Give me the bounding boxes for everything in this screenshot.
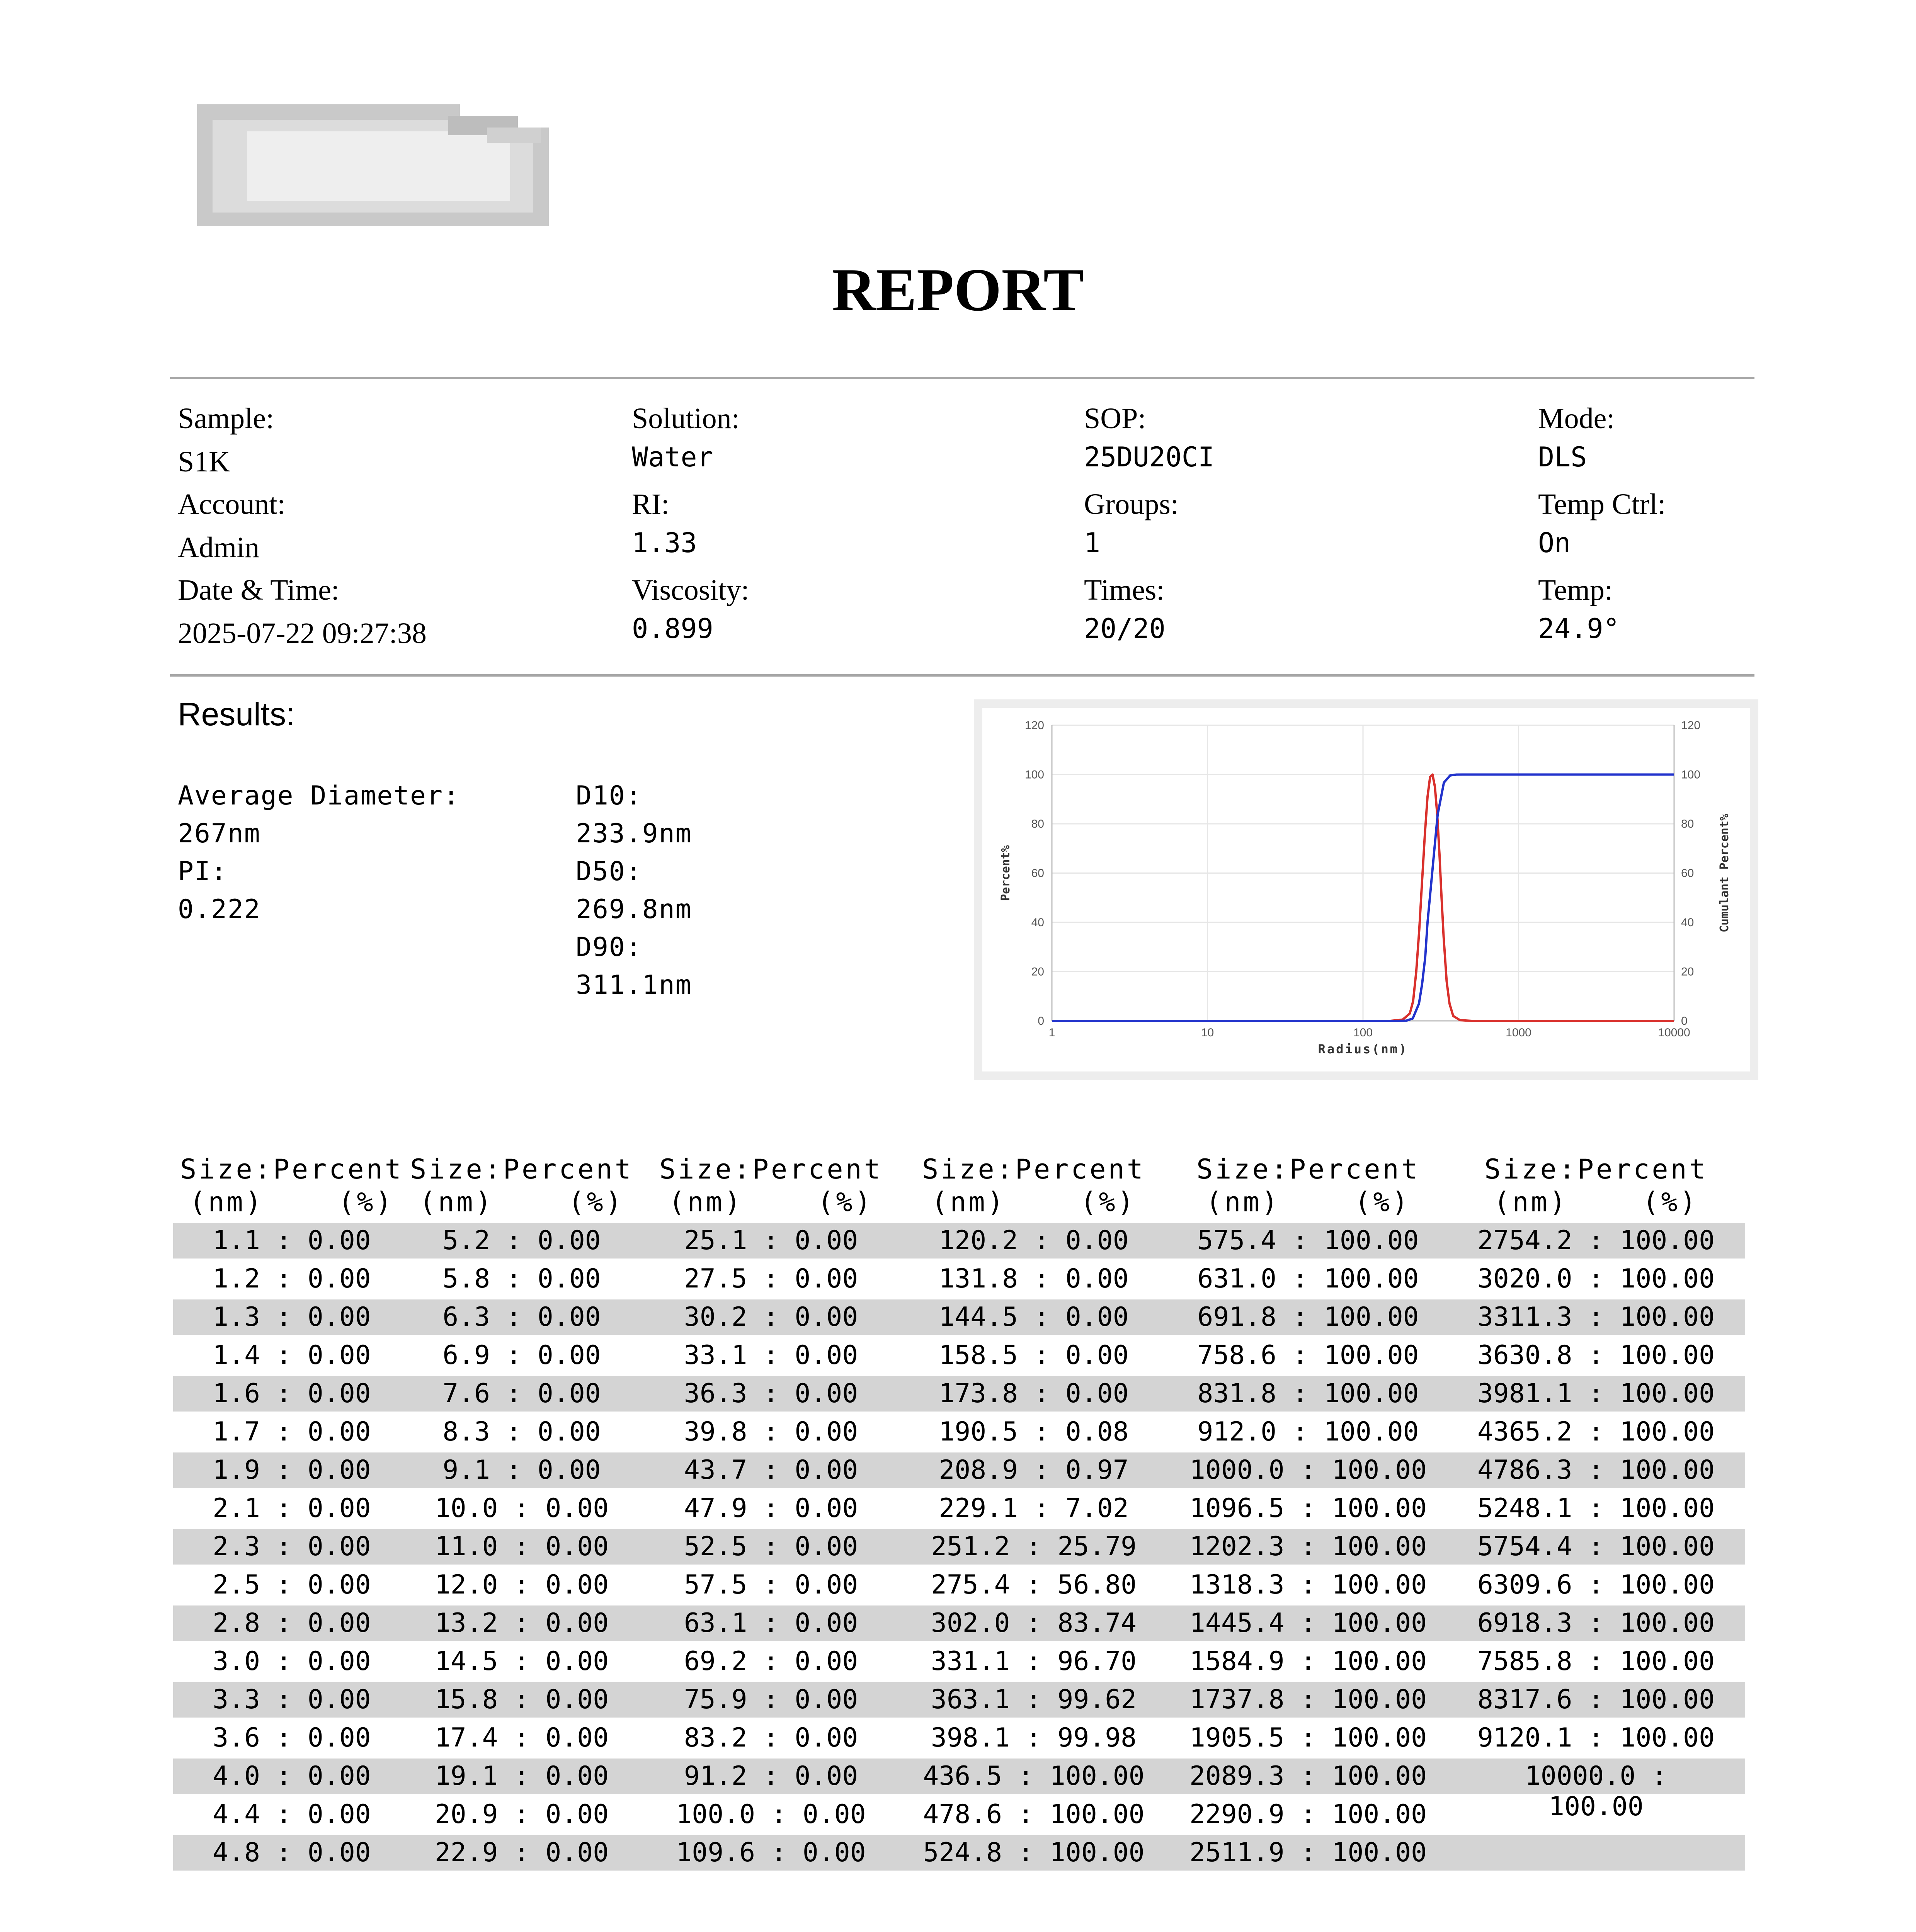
table-cell: 17.4 : 0.00 — [434, 1723, 609, 1753]
table-cell: 2.8 : 0.00 — [213, 1608, 371, 1638]
table-cell: 10000.0 : 100.00 — [1525, 1761, 1668, 1822]
y2-axis-label: Cumulant Percent% — [1718, 813, 1731, 933]
table-cell: 912.0 : 100.00 — [1197, 1417, 1419, 1447]
x-tick-label: 1000 — [1506, 1026, 1531, 1039]
table-header-units: (nm) (%) — [419, 1186, 624, 1218]
table-cell: 15.8 : 0.00 — [434, 1684, 609, 1715]
y2-tick-label: 80 — [1681, 818, 1694, 830]
table-header-units: (nm) (%) — [669, 1186, 873, 1218]
table-cell: 1000.0 : 100.00 — [1189, 1455, 1427, 1485]
table-cell: 9120.1 : 100.00 — [1477, 1723, 1715, 1753]
table-header-units: (nm) (%) — [1494, 1186, 1698, 1218]
x-tick-label: 1 — [1048, 1026, 1055, 1039]
d50-value: 269.8nm — [576, 894, 692, 925]
table-cell: 1.4 : 0.00 — [213, 1340, 371, 1371]
info-value: On — [1538, 527, 1571, 559]
table-cell: 5.2 : 0.00 — [442, 1225, 601, 1256]
table-cell: 478.6 : 100.00 — [923, 1799, 1145, 1830]
table-cell: 52.5 : 0.00 — [684, 1531, 858, 1562]
table-cell: 47.9 : 0.00 — [684, 1493, 858, 1524]
table-cell: 436.5 : 100.00 — [923, 1761, 1145, 1791]
table-cell: 39.8 : 0.00 — [684, 1417, 858, 1447]
table-cell: 83.2 : 0.00 — [684, 1723, 858, 1753]
average-diameter-label: Average Diameter: — [178, 781, 460, 811]
table-cell: 27.5 : 0.00 — [684, 1264, 858, 1294]
table-cell: 575.4 : 100.00 — [1197, 1225, 1419, 1256]
table-cell: 5754.4 : 100.00 — [1477, 1531, 1715, 1562]
d90-label: D90: — [576, 932, 642, 963]
table-cell: 1737.8 : 100.00 — [1189, 1684, 1427, 1715]
table-cell: 144.5 : 0.00 — [939, 1302, 1129, 1332]
info-label: Solution: — [632, 402, 740, 435]
d50-label: D50: — [576, 856, 642, 887]
table-cell: 33.1 : 0.00 — [684, 1340, 858, 1371]
info-value: 1 — [1084, 527, 1101, 559]
d90-value: 311.1nm — [576, 970, 692, 1000]
y2-tick-label: 100 — [1681, 768, 1701, 781]
table-cell: 8317.6 : 100.00 — [1477, 1684, 1715, 1715]
x-tick-label: 10 — [1201, 1026, 1214, 1039]
info-value: 20/20 — [1084, 613, 1166, 645]
table-cell: 63.1 : 0.00 — [684, 1608, 858, 1638]
table-cell: 30.2 : 0.00 — [684, 1302, 858, 1332]
table-header-units: (nm) (%) — [189, 1186, 394, 1218]
table-cell: 3.0 : 0.00 — [213, 1646, 371, 1677]
y-tick-label: 60 — [1031, 867, 1044, 880]
table-cell: 398.1 : 99.98 — [931, 1723, 1137, 1753]
table-cell: 4.8 : 0.00 — [213, 1837, 371, 1868]
table-cell: 251.2 : 25.79 — [931, 1531, 1137, 1562]
table-cell: 4365.2 : 100.00 — [1477, 1417, 1715, 1447]
table-cell: 6918.3 : 100.00 — [1477, 1608, 1715, 1638]
y2-tick-label: 20 — [1681, 965, 1694, 978]
x-axis-label: Radius(nm) — [1318, 1042, 1408, 1056]
results-title: Results: — [178, 696, 295, 732]
table-header-size-percent: Size:Percent — [410, 1153, 633, 1185]
info-value: 1.33 — [632, 527, 697, 559]
info-label: Sample: — [178, 402, 274, 435]
table-cell: 75.9 : 0.00 — [684, 1684, 858, 1715]
table-cell: 5.8 : 0.00 — [442, 1264, 601, 1294]
table-cell: 5248.1 : 100.00 — [1477, 1493, 1715, 1524]
size-distribution-chart — [974, 699, 1758, 1080]
table-cell: 1445.4 : 100.00 — [1189, 1608, 1427, 1638]
table-cell: 1905.5 : 100.00 — [1189, 1723, 1427, 1753]
table-cell: 1.6 : 0.00 — [213, 1378, 371, 1409]
table-cell: 10.0 : 0.00 — [434, 1493, 609, 1524]
table-header-size-percent: Size:Percent — [659, 1153, 883, 1185]
table-cell: 229.1 : 7.02 — [939, 1493, 1129, 1524]
table-cell: 831.8 : 100.00 — [1197, 1378, 1419, 1409]
info-value: S1K — [178, 446, 230, 478]
table-cell: 6.9 : 0.00 — [442, 1340, 601, 1371]
table-cell: 173.8 : 0.00 — [939, 1378, 1129, 1409]
info-label: RI: — [632, 488, 670, 520]
y2-tick-label: 0 — [1681, 1015, 1688, 1027]
table-header-size-percent: Size:Percent — [1484, 1153, 1708, 1185]
table-cell: 4.4 : 0.00 — [213, 1799, 371, 1830]
y-tick-label: 40 — [1031, 916, 1044, 929]
info-label: Groups: — [1084, 488, 1179, 520]
divider — [170, 377, 1754, 379]
table-cell: 302.0 : 83.74 — [931, 1608, 1137, 1638]
table-cell: 1.1 : 0.00 — [213, 1225, 371, 1256]
info-label: Date & Time: — [178, 574, 340, 606]
table-cell: 275.4 : 56.80 — [931, 1570, 1137, 1600]
info-label: Mode: — [1538, 402, 1615, 435]
divider — [170, 674, 1754, 677]
table-cell: 120.2 : 0.00 — [939, 1225, 1129, 1256]
table-cell: 1096.5 : 100.00 — [1189, 1493, 1427, 1524]
info-label: SOP: — [1084, 402, 1146, 435]
table-cell: 36.3 : 0.00 — [684, 1378, 858, 1409]
table-cell: 6309.6 : 100.00 — [1477, 1570, 1715, 1600]
table-header-units: (nm) (%) — [1206, 1186, 1411, 1218]
table-cell: 1.2 : 0.00 — [213, 1264, 371, 1294]
pi-label: PI: — [178, 856, 228, 887]
info-value: 25DU20CI — [1084, 441, 1215, 473]
page-title: REPORT — [832, 256, 1084, 324]
table-cell: 20.9 : 0.00 — [434, 1799, 609, 1830]
info-label: Times: — [1084, 574, 1165, 606]
table-cell: 4.0 : 0.00 — [213, 1761, 371, 1791]
table-cell: 13.2 : 0.00 — [434, 1608, 609, 1638]
table-cell: 1.7 : 0.00 — [213, 1417, 371, 1447]
table-cell: 1202.3 : 100.00 — [1189, 1531, 1427, 1562]
table-cell: 12.0 : 0.00 — [434, 1570, 609, 1600]
table-cell: 2.3 : 0.00 — [213, 1531, 371, 1562]
info-value: 2025-07-22 09:27:38 — [178, 617, 427, 650]
table-cell: 57.5 : 0.00 — [684, 1570, 858, 1600]
table-cell: 1318.3 : 100.00 — [1189, 1570, 1427, 1600]
table-cell: 3311.3 : 100.00 — [1477, 1302, 1715, 1332]
table-cell: 109.6 : 0.00 — [676, 1837, 866, 1868]
table-cell: 2290.9 : 100.00 — [1189, 1799, 1427, 1830]
average-diameter-value: 267nm — [178, 818, 261, 849]
y-tick-label: 0 — [1038, 1015, 1044, 1027]
x-tick-label: 100 — [1353, 1026, 1373, 1039]
table-cell: 3981.1 : 100.00 — [1477, 1378, 1715, 1409]
table-cell: 91.2 : 0.00 — [684, 1761, 858, 1791]
table-cell: 3630.8 : 100.00 — [1477, 1340, 1715, 1371]
y-tick-label: 120 — [1024, 719, 1044, 732]
table-cell: 131.8 : 0.00 — [939, 1264, 1129, 1294]
table-cell: 7585.8 : 100.00 — [1477, 1646, 1715, 1677]
y-tick-label: 20 — [1031, 965, 1044, 978]
chart-svg — [982, 708, 1750, 1071]
info-label: Temp: — [1538, 574, 1613, 606]
table-cell: 11.0 : 0.00 — [434, 1531, 609, 1562]
table-cell: 331.1 : 96.70 — [931, 1646, 1137, 1677]
table-cell: 22.9 : 0.00 — [434, 1837, 609, 1868]
table-cell: 100.0 : 0.00 — [676, 1799, 866, 1830]
table-cell: 1.3 : 0.00 — [213, 1302, 371, 1332]
table-cell: 3.6 : 0.00 — [213, 1723, 371, 1753]
table-cell: 3020.0 : 100.00 — [1477, 1264, 1715, 1294]
table-cell: 1.9 : 0.00 — [213, 1455, 371, 1485]
x-tick-label: 10000 — [1658, 1026, 1690, 1039]
table-cell: 208.9 : 0.97 — [939, 1455, 1129, 1485]
table-header-units: (nm) (%) — [931, 1186, 1136, 1218]
y-tick-label: 100 — [1024, 768, 1044, 781]
info-value: DLS — [1538, 441, 1587, 473]
table-cell: 19.1 : 0.00 — [434, 1761, 609, 1791]
table-cell: 2.1 : 0.00 — [213, 1493, 371, 1524]
info-value: Water — [632, 441, 713, 473]
table-cell: 7.6 : 0.00 — [442, 1378, 601, 1409]
table-cell: 2.5 : 0.00 — [213, 1570, 371, 1600]
table-cell: 2089.3 : 100.00 — [1189, 1761, 1427, 1791]
table-cell: 14.5 : 0.00 — [434, 1646, 609, 1677]
table-cell: 9.1 : 0.00 — [442, 1455, 601, 1485]
table-header-size-percent: Size:Percent — [922, 1153, 1145, 1185]
info-value: Admin — [178, 531, 260, 564]
info-value: 24.9° — [1538, 613, 1620, 645]
y-tick-label: 80 — [1031, 818, 1044, 830]
table-cell: 363.1 : 99.62 — [931, 1684, 1137, 1715]
table-cell: 2511.9 : 100.00 — [1189, 1837, 1427, 1868]
y-axis-label: Percent% — [999, 845, 1012, 901]
pi-value: 0.222 — [178, 894, 261, 925]
d10-label: D10: — [576, 781, 642, 811]
table-cell: 758.6 : 100.00 — [1197, 1340, 1419, 1371]
info-label: Account: — [178, 488, 286, 520]
table-cell: 3.3 : 0.00 — [213, 1684, 371, 1715]
d10-value: 233.9nm — [576, 818, 692, 849]
table-cell: 631.0 : 100.00 — [1197, 1264, 1419, 1294]
table-cell: 524.8 : 100.00 — [923, 1837, 1145, 1868]
table-cell: 25.1 : 0.00 — [684, 1225, 858, 1256]
y2-tick-label: 40 — [1681, 916, 1694, 929]
table-cell: 8.3 : 0.00 — [442, 1417, 601, 1447]
table-header-size-percent: Size:Percent — [180, 1153, 403, 1185]
table-cell: 6.3 : 0.00 — [442, 1302, 601, 1332]
table-cell: 2754.2 : 100.00 — [1477, 1225, 1715, 1256]
table-header-size-percent: Size:Percent — [1196, 1153, 1420, 1185]
info-value: 0.899 — [632, 613, 713, 645]
table-cell: 4786.3 : 100.00 — [1477, 1455, 1715, 1485]
table-cell: 43.7 : 0.00 — [684, 1455, 858, 1485]
info-label: Viscosity: — [632, 574, 749, 606]
y2-tick-label: 60 — [1681, 867, 1694, 880]
table-cell: 1584.9 : 100.00 — [1189, 1646, 1427, 1677]
table-cell: 69.2 : 0.00 — [684, 1646, 858, 1677]
table-cell: 158.5 : 0.00 — [939, 1340, 1129, 1371]
info-label: Temp Ctrl: — [1538, 488, 1666, 520]
table-cell: 691.8 : 100.00 — [1197, 1302, 1419, 1332]
company-logo — [197, 104, 549, 226]
y2-tick-label: 120 — [1681, 719, 1701, 732]
table-cell: 190.5 : 0.08 — [939, 1417, 1129, 1447]
